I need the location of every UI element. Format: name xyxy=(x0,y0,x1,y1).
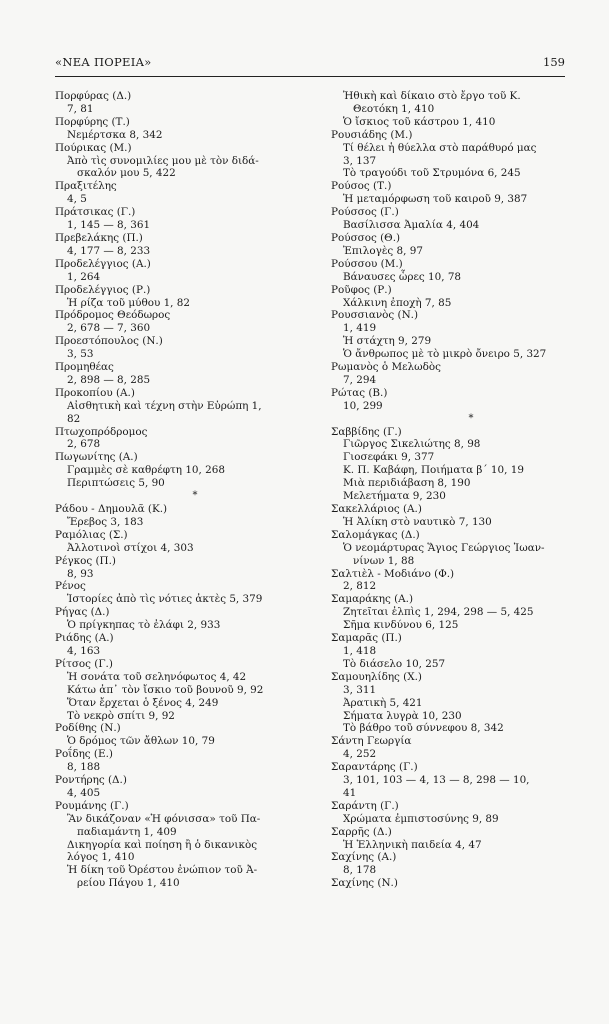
entry-line: Μιὰ περιδιάβαση 8, 190 xyxy=(343,477,471,490)
author-name: Πρόδρομος Θεόδωρος xyxy=(55,309,171,322)
index-entry xyxy=(331,529,571,568)
author-name: Πορφύρας (Δ.) xyxy=(55,90,132,102)
entry-line: Τὸ τραγούδι τοῦ Στρυμόνα 6, 245 xyxy=(343,167,521,180)
entry-line: 1, 264 xyxy=(67,270,101,283)
entry-line: Ὁ ἄνθρωπος μὲ τὸ μικρὸ ὄνειρο 5, 327 xyxy=(343,348,547,361)
index-entry xyxy=(331,206,571,232)
entry-line: 1, 419 xyxy=(343,322,377,335)
entry-line: Τί θέλει ἡ θύελλα στὸ παράθυρό μας xyxy=(343,141,537,154)
index-entry xyxy=(331,826,571,852)
author-name: Ραμόλιας (Σ.) xyxy=(55,528,128,541)
entry-line: Τὸ νεκρὸ σπίτι 9, 92 xyxy=(67,709,175,722)
entry-line: Βασίλισσα Ἀμαλία 4, 404 xyxy=(343,219,480,232)
index-entry xyxy=(55,284,295,310)
author-name: Ριάδης (Α.) xyxy=(55,632,114,645)
index-entry xyxy=(55,142,295,181)
index-entry xyxy=(55,387,295,426)
author-name: Σαμαρᾶς (Π.) xyxy=(331,632,402,645)
entry-line: Ἔρεβος 3, 183 xyxy=(67,515,144,528)
index-entry xyxy=(55,116,295,142)
author-name: Ρώτας (Β.) xyxy=(331,386,388,399)
entry-line: 1, 145 — 8, 361 xyxy=(67,219,151,232)
index-entry xyxy=(55,580,295,606)
section-separator: * xyxy=(468,412,474,424)
entry-line: 2, 678 — 7, 360 xyxy=(67,322,151,335)
author-name: Σαραντάρης (Γ.) xyxy=(331,761,418,774)
running-head xyxy=(55,55,565,75)
index-entry xyxy=(331,232,571,258)
author-name: Σαββίδης (Γ.) xyxy=(331,425,402,438)
index-entry xyxy=(331,593,571,632)
entry-line: Χάλκινη ἐποχὴ 7, 85 xyxy=(343,296,452,309)
entry-line: 82 xyxy=(67,412,81,425)
entry-line: 4, 5 xyxy=(67,193,87,206)
author-name: Ρέγκος (Π.) xyxy=(55,554,116,567)
author-name: Πρεβελάκης (Π.) xyxy=(55,231,143,244)
header-rule xyxy=(55,76,565,77)
author-name: Προδελέγγιος (Ρ.) xyxy=(55,283,151,296)
author-name: Προκοπίου (Α.) xyxy=(55,386,135,399)
entry-line: 1, 418 xyxy=(343,644,377,657)
author-name: Πράτσικας (Γ.) xyxy=(55,206,136,219)
entry-line: 8, 178 xyxy=(343,864,377,877)
author-name: Πραξιτέλης xyxy=(55,180,117,193)
entry-line: Γραμμὲς σὲ καθρέφτη 10, 268 xyxy=(67,464,225,477)
index-entry xyxy=(331,735,571,761)
entry-line: σκαλόν μου 5, 422 xyxy=(77,167,176,180)
entry-line: ρείου Πάγου 1, 410 xyxy=(77,877,180,890)
entry-line: Ζητεῖται ἐλπὶς 1, 294, 298 — 5, 425 xyxy=(343,606,534,619)
entry-line: 7, 81 xyxy=(67,102,94,115)
entry-line: Χρώματα ἐμπιστοσύνης 9, 89 xyxy=(343,812,499,825)
author-name: Πωγωνίτης (Α.) xyxy=(55,451,138,464)
index-entry xyxy=(55,451,295,490)
entry-line: Ἡ Ἑλληνικὴ παιδεία 4, 47 xyxy=(343,838,482,851)
author-name: Πορφύρης (Τ.) xyxy=(55,115,130,128)
index-column-right xyxy=(331,90,571,890)
author-name: Σαρρῆς (Δ.) xyxy=(331,825,392,838)
entry-line: Τὸ βάθρο τοῦ σύννεφου 8, 342 xyxy=(343,722,504,735)
entry-line: Μελετήματα 9, 230 xyxy=(343,490,446,503)
index-entry xyxy=(55,503,295,529)
author-name: Ρίτσος (Γ.) xyxy=(55,657,113,670)
entry-line: Ἡ δίκη τοῦ Ὀρέστου ἐνώπιον τοῦ Ἀ- xyxy=(67,864,258,877)
entry-line: Ὁ ἴσκιος τοῦ κάστρου 1, 410 xyxy=(343,115,496,128)
entry-line: 2, 678 xyxy=(67,438,101,451)
entry-line: Ὁ δρόμος τῶν ἄθλων 10, 79 xyxy=(67,735,215,748)
entry-line: 4, 252 xyxy=(343,748,377,761)
entry-line: Περιπτώσεις 5, 90 xyxy=(67,477,165,490)
entry-line: λόγος 1, 410 xyxy=(67,851,135,864)
entry-line: Κάτω ἀπ᾿ τὸν ἴσκιο τοῦ βουνοῦ 9, 92 xyxy=(67,683,264,696)
section-separator: * xyxy=(192,490,198,502)
author-name: Ροΐδης (Ε.) xyxy=(55,748,113,761)
entry-line: 8, 93 xyxy=(67,567,94,580)
author-name: Ρήγας (Δ.) xyxy=(55,606,110,619)
entry-line: Κ. Π. Καβάφη, Ποιήματα β΄ 10, 19 xyxy=(343,464,524,477)
index-entry xyxy=(55,206,295,232)
entry-line: Ἀπὸ τὶς συνομιλίες μου μὲ τὸν διδά- xyxy=(67,154,259,167)
author-name: Ροῦφος (Ρ.) xyxy=(331,283,392,296)
index-entry xyxy=(331,568,571,594)
author-name: Ρούσσος (Θ.) xyxy=(331,231,401,244)
author-name: Προεστόπουλος (Ν.) xyxy=(55,335,163,348)
index-entry xyxy=(55,632,295,658)
author-name: Σαχίνης (Ν.) xyxy=(331,877,398,890)
author-name: Ροντήρης (Δ.) xyxy=(55,774,127,787)
index-entry xyxy=(55,90,295,116)
entry-line: Ὁ πρίγκηπας τὸ ἐλάφι 2, 933 xyxy=(67,619,221,632)
index-entry xyxy=(331,309,571,361)
entry-line: 41 xyxy=(343,786,357,799)
entry-line: 4, 405 xyxy=(67,786,101,799)
index-entry xyxy=(331,800,571,826)
index-entry xyxy=(331,361,571,387)
index-column-left xyxy=(55,90,295,890)
entry-line: 7, 294 xyxy=(343,373,377,386)
index-entry xyxy=(331,284,571,310)
index-entry xyxy=(55,774,295,800)
index-entry xyxy=(55,309,295,335)
entry-line: 3, 101, 103 — 4, 13 — 8, 298 — 10, xyxy=(343,774,530,787)
entry-line: 4, 177 — 8, 233 xyxy=(67,244,151,257)
author-name: Ρούσσος (Γ.) xyxy=(331,206,399,219)
index-entry xyxy=(331,761,571,800)
index-entry xyxy=(55,529,295,555)
entry-line: 3, 53 xyxy=(67,348,94,361)
entry-line: Γιοσεφάκι 9, 377 xyxy=(343,451,435,464)
author-name: Ρούσσου (Μ.) xyxy=(331,257,403,270)
entry-line: Αἰσθητικὴ καὶ τέχνη στὴν Εὐρώπη 1, xyxy=(67,399,262,412)
entry-line: Ἱστορίες ἀπὸ τὶς νότιες ἀκτὲς 5, 379 xyxy=(67,593,263,606)
index-entry xyxy=(331,632,571,671)
index-entry xyxy=(55,748,295,774)
author-name: Ρουσσιανὸς (Ν.) xyxy=(331,309,419,322)
author-name: Ροδίθης (Ν.) xyxy=(55,722,121,735)
index-entry xyxy=(331,129,571,181)
index-entry xyxy=(331,877,571,890)
entry-line: νίνων 1, 88 xyxy=(353,554,415,567)
entry-line: Ἡ στάχτη 9, 279 xyxy=(343,335,432,348)
entry-line: Σήματα λυγρὰ 10, 230 xyxy=(343,709,462,722)
author-name: Ράδου - Δημουλᾶ (Κ.) xyxy=(55,503,168,515)
author-name: Προμηθέας xyxy=(55,361,114,374)
entry-line: Ἡ ρίζα τοῦ μύθου 1, 82 xyxy=(67,296,191,309)
author-name: Ρένος xyxy=(55,580,86,593)
entry-line: 2, 812 xyxy=(343,580,377,593)
entry-line: Ἡ σονάτα τοῦ σεληνόφωτος 4, 42 xyxy=(67,670,247,683)
entry-line: Νεμέρτσκα 8, 342 xyxy=(67,128,163,141)
entry-line: 2, 898 — 8, 285 xyxy=(67,373,151,386)
entry-line: Ἠθικὴ καὶ δίκαιο στὸ ἔργο τοῦ Κ. xyxy=(343,90,521,102)
index-entry xyxy=(331,503,571,529)
author-name: Σαλτιὲλ - Μοδιάνο (Φ.) xyxy=(331,567,455,580)
author-name: Ρουσιάδης (Μ.) xyxy=(331,128,413,141)
author-name: Προδελέγγιος (Α.) xyxy=(55,257,151,270)
index-entry xyxy=(55,426,295,452)
index-entry xyxy=(331,851,571,877)
author-name: Ρούσος (Τ.) xyxy=(331,180,392,193)
entry-line: Τὸ διάσελο 10, 257 xyxy=(343,657,446,670)
author-name: Σαμουηλίδης (Χ.) xyxy=(331,670,422,683)
index-entry xyxy=(331,387,571,413)
index-entry xyxy=(55,361,295,387)
entry-line: 4, 163 xyxy=(67,644,101,657)
author-name: Ρουμάνης (Γ.) xyxy=(55,799,129,812)
entry-line: Ἂν δικάζοναν «Ἡ φόνισσα» τοῦ Πα- xyxy=(67,812,261,825)
entry-line: 3, 137 xyxy=(343,154,377,167)
entry-line: Γιῶργος Σικελιώτης 8, 98 xyxy=(343,438,481,451)
author-name: Πτωχοπρόδρομος xyxy=(55,425,148,438)
author-name: Σαλομάγκας (Δ.) xyxy=(331,528,420,541)
index-entry xyxy=(331,258,571,284)
author-name: Πούρικας (Μ.) xyxy=(55,141,132,154)
entry-line: Βάναυσες ὧρες 10, 78 xyxy=(343,270,462,283)
author-name: Σάντη Γεωργία xyxy=(331,735,412,748)
entry-line: Ὁ νεομάρτυρας Ἅγιος Γεώργιος Ἰωαν- xyxy=(343,541,545,554)
index-entry xyxy=(331,180,571,206)
index-entry xyxy=(55,555,295,581)
entry-line: Θεοτόκη 1, 410 xyxy=(353,102,435,115)
entry-line: Δικηγορία καὶ ποίηση ἢ ὁ δικανικὸς xyxy=(67,838,258,851)
entry-line: Ἡ μεταμόρφωση τοῦ καιροῦ 9, 387 xyxy=(343,193,528,206)
index-entry xyxy=(55,335,295,361)
index-entry xyxy=(55,800,295,890)
index-entry xyxy=(55,232,295,258)
index-entry xyxy=(331,90,571,129)
entry-line: 8, 188 xyxy=(67,761,101,774)
index-entry xyxy=(55,258,295,284)
entry-line: Ἐπιλογὲς 8, 97 xyxy=(343,244,423,257)
index-entry xyxy=(55,180,295,206)
index-entry xyxy=(55,722,295,748)
author-name: Σακελλάριος (Α.) xyxy=(331,503,422,515)
entry-line: Ἀρατικὴ 5, 421 xyxy=(343,696,423,709)
author-name: Σαχίνης (Α.) xyxy=(331,851,397,864)
entry-line: Ὅταν ἔρχεται ὁ ξένος 4, 249 xyxy=(67,696,219,709)
entry-line: Σῆμα κινδύνου 6, 125 xyxy=(343,619,459,632)
entry-line: 3, 311 xyxy=(343,683,377,696)
author-name: Σαράντη (Γ.) xyxy=(331,799,399,812)
entry-line: 10, 299 xyxy=(343,399,383,412)
author-name: Ρωμανὸς ὁ Μελωδὸς xyxy=(331,361,441,374)
entry-line: Ἡ Ἀλίκη στὸ ναυτικὸ 7, 130 xyxy=(343,515,492,528)
page-number: 159 xyxy=(543,55,565,69)
entry-line: παδιαμάντη 1, 409 xyxy=(77,825,177,838)
index-entry xyxy=(55,606,295,632)
author-name: Σαμαράκης (Α.) xyxy=(331,593,414,606)
journal-title: «ΝΕΑ ΠΟΡΕΙΑ» xyxy=(55,55,152,69)
index-entry xyxy=(55,658,295,723)
index-entry xyxy=(331,426,571,503)
entry-line: Ἀλλοτινοὶ στίχοι 4, 303 xyxy=(67,541,194,554)
index-entry xyxy=(331,671,571,736)
